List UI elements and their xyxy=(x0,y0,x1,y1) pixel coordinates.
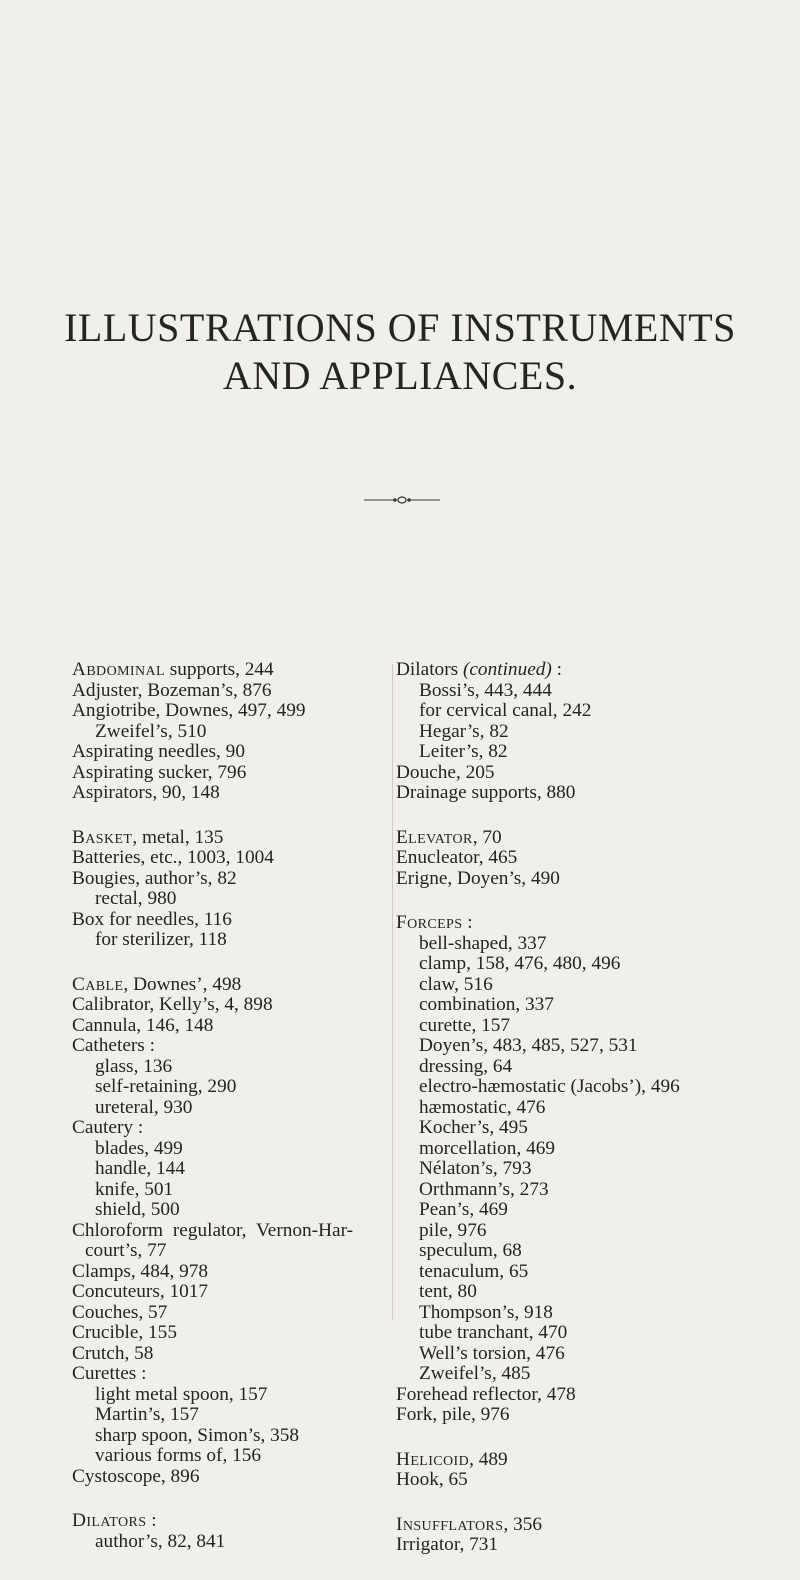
index-group xyxy=(72,660,452,804)
index-subentry: for sterilizer, 118 xyxy=(95,929,227,950)
index-subentry: shield, 500 xyxy=(95,1199,180,1220)
index-entry: Concuteurs, 1017 xyxy=(72,1281,209,1302)
index-subentry: court’s, 77 xyxy=(85,1240,167,1261)
index-subentry: Zweifel’s, 510 xyxy=(95,720,207,742)
page-subtitle: AND APPLIANCES. xyxy=(222,353,578,398)
index-entry: Aspirating sucker, 796 xyxy=(72,761,247,783)
index-entry: Bougies, author’s, 82 xyxy=(72,867,237,889)
index-entry: Insufflators, 356 xyxy=(396,1513,543,1535)
index-subentry: Doyen’s, 483, 485, 527, 531 xyxy=(419,1035,638,1056)
index-entry: Curettes : xyxy=(72,1363,147,1384)
index-subentry: Martin’s, 157 xyxy=(95,1404,199,1425)
index-subentry: Orthmann’s, 273 xyxy=(419,1178,549,1200)
index-entry: Aspirators, 90, 148 xyxy=(72,782,220,803)
index-subentry: Pean’s, 469 xyxy=(419,1199,508,1220)
ornament-divider xyxy=(364,494,440,506)
index-entry: Cannula, 146, 148 xyxy=(72,1014,214,1036)
index-entry: Irrigator, 731 xyxy=(396,1534,499,1555)
index-subentry: Kocher’s, 495 xyxy=(419,1117,528,1138)
index-entry: Batteries, etc., 1003, 1004 xyxy=(72,847,274,868)
index-group xyxy=(396,1515,800,1556)
index-entry: Crucible, 155 xyxy=(72,1322,177,1343)
index-subentry: blades, 499 xyxy=(95,1137,183,1159)
index-entry: Fork, pile, 976 xyxy=(396,1404,510,1425)
index-subentry: self-retaining, 290 xyxy=(95,1076,237,1097)
index-entry: Chloroform regulator, Vernon-Har- xyxy=(72,1219,354,1241)
index-subentry: tube tranchant, 470 xyxy=(419,1322,568,1343)
index-entry: Adjuster, Bozeman’s, 876 xyxy=(72,679,272,701)
index-entry: Douche, 205 xyxy=(396,761,495,783)
index-subentry: knife, 501 xyxy=(95,1178,174,1200)
index-subentry: Leiter’s, 82 xyxy=(419,741,508,762)
index-subentry: Hegar’s, 82 xyxy=(419,720,509,742)
index-entry: Erigne, Doyen’s, 490 xyxy=(396,867,560,889)
index-entry: Dilators (continued) : xyxy=(396,659,563,680)
index-subentry: for cervical canal, 242 xyxy=(419,700,592,721)
index-subentry: author’s, 82, 841 xyxy=(95,1530,226,1552)
index-subentry: handle, 144 xyxy=(95,1158,185,1179)
index-entry: Drainage supports, 880 xyxy=(396,782,576,803)
index-entry: Helicoid, 489 xyxy=(396,1448,508,1470)
index-subentry: electro-hæmostatic (Jacobs’), 496 xyxy=(419,1076,680,1097)
index-entry: Box for needles, 116 xyxy=(72,908,232,930)
index-subentry: clamp, 158, 476, 480, 496 xyxy=(419,953,621,974)
page-title: ILLUSTRATIONS OF INSTRUMENTS xyxy=(64,305,736,350)
index-subentry: glass, 136 xyxy=(95,1055,173,1077)
index-column-right xyxy=(396,660,800,1580)
index-subentry: Zweifel’s, 485 xyxy=(419,1363,531,1384)
index-subentry: hæmostatic, 476 xyxy=(419,1096,546,1118)
index-subentry: speculum, 68 xyxy=(419,1240,522,1261)
index-subentry: Thompson’s, 918 xyxy=(419,1301,553,1323)
index-entry: Cystoscope, 896 xyxy=(72,1465,200,1487)
index-subentry: morcellation, 469 xyxy=(419,1137,556,1159)
index-entry: Cautery : xyxy=(72,1117,144,1138)
index-subentry: Nélaton’s, 793 xyxy=(419,1158,532,1179)
index-entry: Forceps : xyxy=(396,912,473,933)
index-entry: Elevator, 70 xyxy=(396,826,502,848)
index-subentry: ureteral, 930 xyxy=(95,1096,193,1118)
index-entry: Basket, metal, 135 xyxy=(72,826,224,848)
index-subentry: claw, 516 xyxy=(419,973,493,995)
index-entry: Abdominal supports, 244 xyxy=(72,659,274,680)
index-entry: Aspirating needles, 90 xyxy=(72,741,245,762)
index-subentry: dressing, 64 xyxy=(419,1055,513,1077)
index-subentry: Well’s torsion, 476 xyxy=(419,1342,565,1364)
index-group xyxy=(72,1511,452,1552)
index-subentry: combination, 337 xyxy=(419,994,554,1015)
index-subentry: pile, 976 xyxy=(419,1219,487,1241)
index-subentry: sharp spoon, Simon’s, 358 xyxy=(95,1424,300,1446)
index-subentry: tent, 80 xyxy=(419,1281,477,1302)
index-subentry: rectal, 980 xyxy=(95,888,177,909)
index-entry: Hook, 65 xyxy=(396,1469,468,1490)
index-group xyxy=(72,975,452,1488)
index-group xyxy=(396,1450,800,1491)
index-subentry: various forms of, 156 xyxy=(95,1445,262,1466)
index-group xyxy=(396,828,800,890)
index-entry: Crutch, 58 xyxy=(72,1342,154,1364)
index-entry: Catheters : xyxy=(72,1035,155,1056)
index-entry: Couches, 57 xyxy=(72,1301,168,1323)
index-entry: Forehead reflector, 478 xyxy=(396,1383,576,1405)
index-entry: Calibrator, Kelly’s, 4, 898 xyxy=(72,994,273,1015)
index-subentry: bell-shaped, 337 xyxy=(419,932,547,954)
index-entry: Angiotribe, Downes, 497, 499 xyxy=(72,700,306,721)
index-subentry: curette, 157 xyxy=(419,1014,511,1036)
index-subentry: Bossi’s, 443, 444 xyxy=(419,679,552,701)
index-entry: Clamps, 484, 978 xyxy=(72,1260,209,1282)
index-entry: Cable, Downes’, 498 xyxy=(72,973,242,995)
index-group xyxy=(72,828,452,951)
index-column-left xyxy=(72,660,452,1576)
index-entry: Enucleator, 465 xyxy=(396,847,518,868)
index-group xyxy=(396,660,800,804)
index-subentry: light metal spoon, 157 xyxy=(95,1383,268,1405)
index-entry: Dilators : xyxy=(72,1510,157,1531)
index-group xyxy=(396,913,800,1426)
index-subentry: tenaculum, 65 xyxy=(419,1260,529,1282)
